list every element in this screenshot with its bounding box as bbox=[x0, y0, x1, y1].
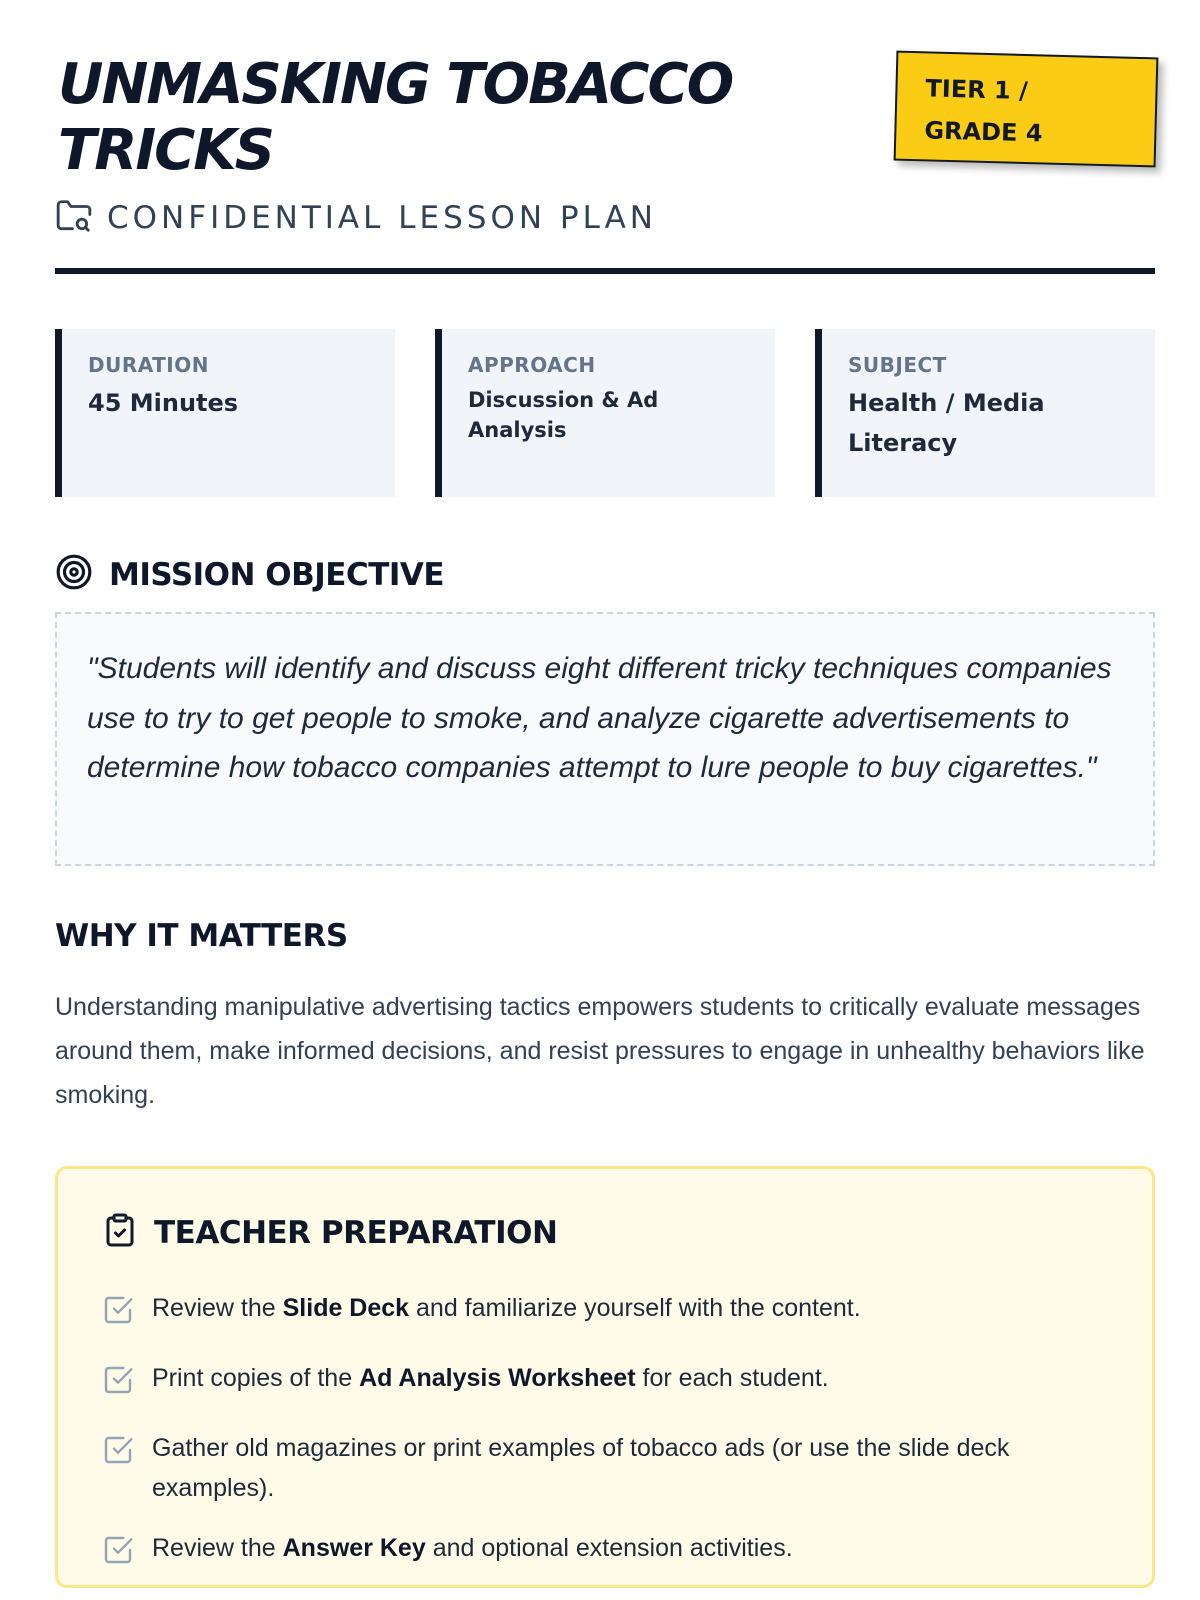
header-divider bbox=[55, 268, 1155, 274]
mission-heading-text: MISSION OBJECTIVE bbox=[109, 556, 445, 593]
info-card-subject bbox=[815, 329, 1155, 497]
mission-objective-text: "Students will identify and discuss eight different tricky techniques companies use to try to get people to smoke, and analyze cigarette advertisements to determine how tobacco companies attempt to lure people to buy cigarettes." bbox=[87, 652, 1112, 784]
prep-heading bbox=[102, 1211, 1108, 1254]
page-title: UNMASKING TOBACCO TRICKS bbox=[58, 52, 733, 183]
card-label: DURATION bbox=[88, 353, 209, 377]
checkbox-icon bbox=[102, 1358, 134, 1408]
list-item bbox=[102, 1288, 1108, 1338]
info-card-duration bbox=[55, 329, 395, 497]
tier-badge-line: TIER 1 / bbox=[925, 74, 1029, 106]
info-card-approach bbox=[435, 329, 775, 497]
list-item-text: Review the Answer Key and optional extension activities. bbox=[152, 1534, 793, 1562]
list-item bbox=[102, 1358, 1108, 1408]
mission-heading bbox=[55, 553, 444, 596]
why-heading-text: WHY IT MATTERS bbox=[55, 918, 348, 954]
mission-objective-box bbox=[55, 612, 1155, 866]
why-heading bbox=[55, 918, 348, 954]
why-text: Understanding manipulative advertising tactics empowers students to critically evaluate messages around them, make informed decisions, and resist pressures to engage in unhealthy behaviors like smoking. bbox=[55, 993, 1145, 1109]
card-value: Health / Media Literacy bbox=[848, 389, 1045, 457]
prep-list bbox=[102, 1288, 1108, 1578]
prep-heading-text: TEACHER PREPARATION bbox=[154, 1214, 558, 1251]
subtitle bbox=[55, 196, 657, 240]
tier-badge bbox=[894, 51, 1159, 168]
card-label: SUBJECT bbox=[848, 353, 947, 377]
list-item bbox=[102, 1428, 1108, 1508]
list-item-text: Gather old magazines or print examples of tobacco ads (or use the slide deck examples). bbox=[152, 1434, 1010, 1502]
list-item-text: Review the Slide Deck and familiarize yourself with the content. bbox=[152, 1294, 861, 1322]
subtitle-text: CONFIDENTIAL LESSON PLAN bbox=[107, 200, 657, 236]
tier-badge-line: GRADE 4 bbox=[924, 116, 1043, 148]
card-value: 45 Minutes bbox=[88, 389, 239, 417]
checkbox-icon bbox=[102, 1288, 134, 1338]
list-item bbox=[102, 1528, 1108, 1578]
checkbox-icon bbox=[102, 1528, 134, 1578]
clipboard-check-icon bbox=[102, 1211, 138, 1254]
info-cards bbox=[55, 329, 1155, 497]
list-item-text: Print copies of the Ad Analysis Worksheet for each student. bbox=[152, 1364, 829, 1392]
folder-search-icon bbox=[55, 197, 93, 240]
checkbox-icon bbox=[102, 1428, 134, 1508]
target-icon bbox=[55, 553, 93, 596]
card-label: APPROACH bbox=[468, 353, 596, 377]
teacher-prep-box bbox=[55, 1166, 1155, 1588]
card-value: Discussion & Ad Analysis bbox=[468, 388, 659, 442]
